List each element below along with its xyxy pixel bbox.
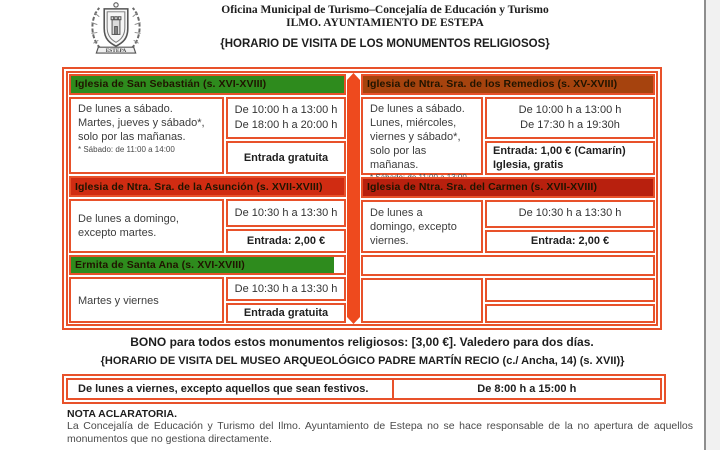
monument-fee-cell bbox=[485, 141, 655, 175]
monuments-table bbox=[62, 67, 662, 330]
nota-aclaratoria-title: NOTA ACLARATORIA. bbox=[67, 408, 178, 420]
hours-line: De 10:00 h a 13:00 h bbox=[518, 103, 622, 116]
empty-hours-cell bbox=[485, 278, 655, 302]
monument-title-bar: Iglesia de Ntra. Sra. del Carmen (s. XVII-XVIII) bbox=[363, 179, 653, 196]
header-line-1: Oficina Municipal de Turismo–Concejalía de Educación y Turismo bbox=[221, 4, 549, 16]
monument-title-bar: Iglesia de San Sebastián (s. XVI-XVIII) bbox=[71, 76, 344, 93]
monument-title-bar: Iglesia de Ntra. Sra. de la Asunción (s. XVII-XVIII) bbox=[71, 178, 344, 195]
monument-fee-cell: Entrada: 2,00 € bbox=[226, 229, 346, 253]
hours-line: De 10:30 h a 13:30 h bbox=[518, 207, 622, 220]
page-header bbox=[150, 4, 620, 50]
monuments-column-right bbox=[360, 73, 656, 324]
hours-line: De 10:00 h a 13:00 h bbox=[234, 103, 338, 116]
monument-header-asuncion bbox=[69, 176, 346, 197]
monument-hours-cell bbox=[485, 97, 655, 139]
monument-days: De lunes a sábado. Martes, jueves y sábado*, solo por las mañanas. bbox=[78, 102, 205, 143]
monument-body-remedios bbox=[360, 96, 656, 176]
column-divider-arrow bbox=[347, 73, 360, 324]
hours-line: De 18:00 h a 20:00 h bbox=[234, 118, 338, 131]
monument-days: Martes y viernes bbox=[78, 294, 159, 307]
monument-header-santa-ana bbox=[69, 255, 346, 276]
monument-days-cell bbox=[361, 97, 483, 175]
monument-fee-cell: Entrada gratuita bbox=[226, 303, 346, 323]
monument-header-remedios bbox=[361, 74, 655, 95]
monument-header-carmen bbox=[361, 177, 655, 198]
monument-hours-cell bbox=[226, 199, 346, 227]
nota-aclaratoria-body: La Concejalía de Educación y Turismo del Ilmo. Ayuntamiento de Estepa no se hace responsable de la no apertura de aquellos monumentos que no gestiona directamente. bbox=[67, 420, 693, 445]
monument-title-bar: Ermita de Santa Ana (s. XVI-XVIII) bbox=[71, 257, 334, 274]
museum-title: {HORARIO DE VISITA DEL MUSEO ARQUEOLÓGICO PADRE MARTÍN RECIO (c./ Ancha, 14) (s. XVII)} bbox=[100, 355, 625, 367]
monument-fee-cell: Entrada gratuita bbox=[226, 141, 346, 174]
fee-line: Entrada: 1,00 € (Camarín) bbox=[493, 144, 626, 157]
page-edge-strip bbox=[706, 0, 720, 450]
monument-days-cell bbox=[69, 97, 224, 174]
monument-body-santa-ana bbox=[68, 276, 347, 324]
monument-header-san-sebastian bbox=[69, 74, 346, 95]
monument-days-cell bbox=[69, 199, 224, 253]
empty-body bbox=[360, 277, 656, 324]
monument-days: De lunes a domingo, excepto viernes. bbox=[370, 206, 457, 247]
monument-days: De lunes a sábado. Lunes, miércoles, viernes y sábado*, solo por las mañanas. bbox=[370, 102, 465, 171]
museum-days-cell: De lunes a viernes, excepto aquellos que sean festivos. bbox=[68, 380, 394, 398]
monument-days-cell bbox=[69, 277, 224, 323]
empty-days-cell bbox=[361, 278, 483, 323]
monument-hours-cell bbox=[485, 200, 655, 228]
estepa-coat-of-arms-logo bbox=[86, 1, 146, 58]
hours-line: De 10:30 h a 13:30 h bbox=[234, 282, 338, 295]
empty-fee-cell bbox=[485, 304, 655, 323]
monuments-table-inner bbox=[66, 71, 658, 326]
monument-body-carmen bbox=[360, 199, 656, 254]
tower-glyph bbox=[111, 17, 121, 35]
museum-schedule-table bbox=[62, 374, 666, 404]
monument-days: De lunes a domingo, excepto martes. bbox=[78, 213, 179, 240]
monument-body-asuncion bbox=[68, 198, 347, 254]
header-line-2: ILMO. AYUNTAMIENTO DE ESTEPA bbox=[286, 17, 484, 29]
logo-banner-text: ESTEPA bbox=[105, 48, 127, 55]
fee-line: Iglesia, gratis bbox=[493, 158, 564, 171]
empty-header-cell bbox=[361, 255, 655, 276]
museum-hours-cell: De 8:00 h a 15:00 h bbox=[477, 383, 577, 395]
hours-line: De 10:30 h a 13:30 h bbox=[234, 206, 338, 219]
monument-fee-cell: Entrada: 2,00 € bbox=[485, 230, 655, 253]
monuments-column-left bbox=[68, 73, 347, 324]
monument-days-cell bbox=[361, 200, 483, 253]
page-title: {HORARIO DE VISITA DE LOS MONUMENTOS RELIGIOSOS} bbox=[220, 38, 550, 50]
monument-hours-cell bbox=[226, 97, 346, 139]
bono-text: BONO para todos estos monumentos religiosos: [3,00 €]. Valedero para dos días. bbox=[130, 335, 594, 349]
hours-line: De 17:30 h a 19:30h bbox=[520, 118, 620, 131]
monument-footnote: * Sábado: de 11:00 a 14:00 bbox=[78, 144, 175, 154]
monument-body-san-sebastian bbox=[68, 96, 347, 175]
monument-hours-cell bbox=[226, 277, 346, 301]
monument-title-bar: Iglesia de Ntra. Sra. de los Remedios (s. XV-XVIII) bbox=[363, 76, 653, 93]
